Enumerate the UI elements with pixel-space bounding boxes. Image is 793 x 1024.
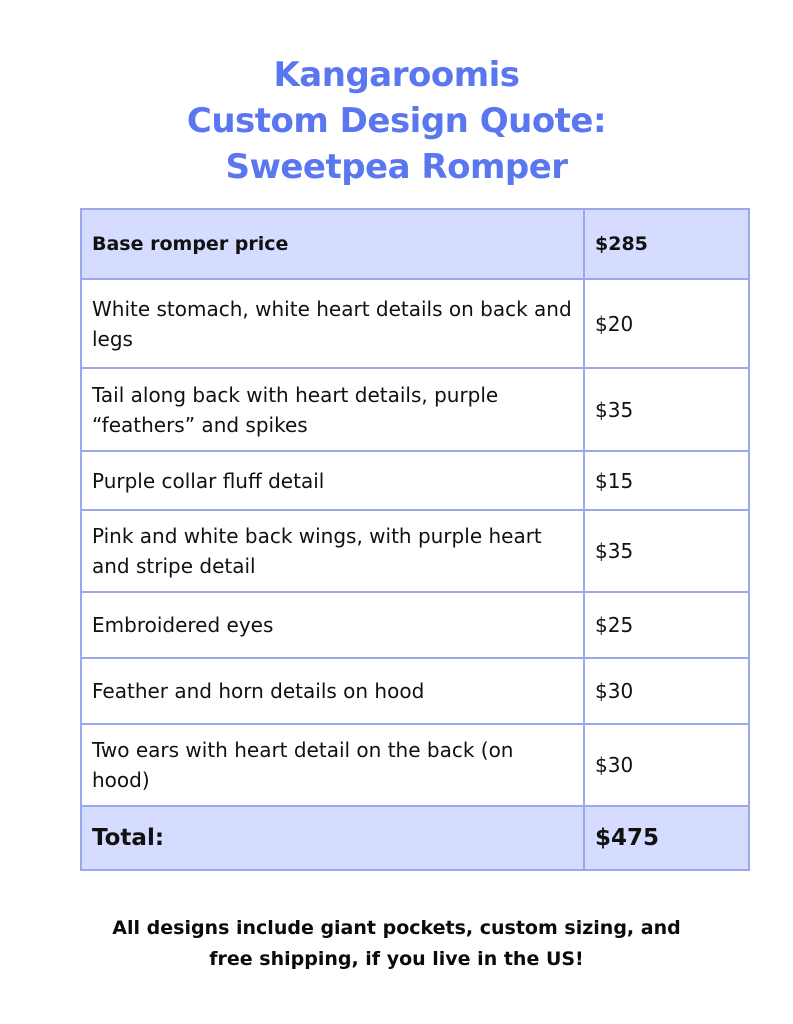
row-item: Embroidered eyes bbox=[81, 592, 584, 658]
row-item: White stomach, white heart details on back and legs bbox=[81, 279, 584, 368]
row-item: Two ears with heart detail on the back (on hood) bbox=[81, 724, 584, 806]
row-price: $25 bbox=[584, 592, 749, 658]
page-title bbox=[0, 52, 793, 190]
row-price: $30 bbox=[584, 658, 749, 724]
table-row bbox=[81, 658, 749, 724]
row-price: $35 bbox=[584, 510, 749, 592]
title-line-product: Sweetpea Romper bbox=[225, 147, 568, 187]
table-row bbox=[81, 724, 749, 806]
base-price-value: $285 bbox=[584, 209, 749, 279]
row-price: $30 bbox=[584, 724, 749, 806]
row-item: Feather and horn details on hood bbox=[81, 658, 584, 724]
table-row bbox=[81, 592, 749, 658]
total-value: $475 bbox=[584, 806, 749, 870]
row-price: $15 bbox=[584, 451, 749, 510]
quote-table bbox=[80, 208, 750, 871]
table-row bbox=[81, 451, 749, 510]
footer-line-2: free shipping, if you live in the US! bbox=[209, 948, 584, 970]
title-line-brand: Kangaroomis bbox=[273, 55, 520, 95]
row-item: Pink and white back wings, with purple heart and stripe detail bbox=[81, 510, 584, 592]
footer-note bbox=[0, 913, 793, 975]
row-price: $20 bbox=[584, 279, 749, 368]
table-header-row bbox=[81, 209, 749, 279]
row-item: Tail along back with heart details, purple “feathers” and spikes bbox=[81, 368, 584, 451]
footer-line-1: All designs include giant pockets, custom sizing, and bbox=[112, 917, 681, 939]
row-item: Purple collar fluff detail bbox=[81, 451, 584, 510]
table-row bbox=[81, 368, 749, 451]
table-row bbox=[81, 279, 749, 368]
base-price-label: Base romper price bbox=[81, 209, 584, 279]
title-line-quote: Custom Design Quote: bbox=[186, 101, 607, 141]
table-row bbox=[81, 510, 749, 592]
total-label: Total: bbox=[81, 806, 584, 870]
row-price: $35 bbox=[584, 368, 749, 451]
table-total-row bbox=[81, 806, 749, 870]
